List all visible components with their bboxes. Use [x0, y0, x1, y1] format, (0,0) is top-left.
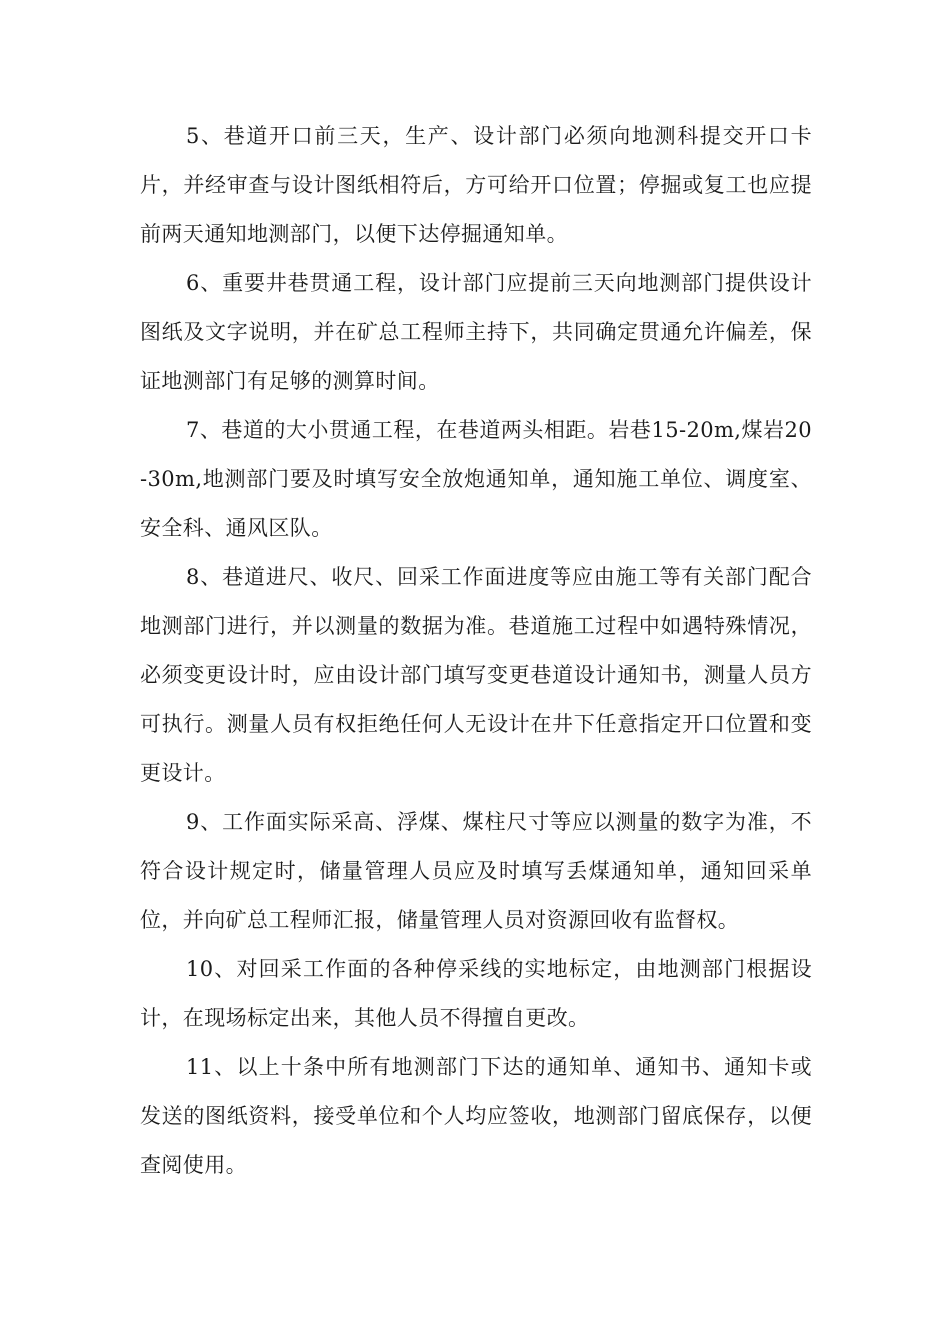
paragraph-5: 5、巷道开口前三天，生产、设计部门必须向地测科提交开口卡片，并经审查与设计图纸相符后，方可给开口位置；停掘或复工也应提前两天通知地测部门，以便下达停掘通知单。 [140, 124, 812, 246]
paragraph-6: 6、重要井巷贯通工程，设计部门应提前三天向地测部门提供设计图纸及文字说明，并在矿总工程师主持下，共同确定贯通允许偏差，保证地测部门有足够的测算时间。 [140, 271, 812, 393]
paragraph-11: 11、以上十条中所有地测部门下达的通知单、通知书、通知卡或发送的图纸资料，接受单位和个人均应签收，地测部门留底保存，以便查阅使用。 [140, 1055, 812, 1177]
paragraph-7: 7、巷道的大小贯通工程，在巷道两头相距。岩巷15-20m,煤岩20-30m,地测部门要及时填写安全放炮通知单，通知施工单位、调度室、安全科、通风区队。 [140, 418, 812, 540]
paragraph-8: 8、巷道进尺、收尺、回采工作面进度等应由施工等有关部门配合地测部门进行，并以测量的数据为准。巷道施工过程中如遇特殊情况，必须变更设计时，应由设计部门填写变更巷道设计通知书，测量人员方可执行。测量人员有权拒绝任何人无设计在井下任意指定开口位置和变更设计。 [140, 565, 812, 785]
document-body [140, 112, 812, 1190]
paragraph-10: 10、对回采工作面的各种停采线的实地标定，由地测部门根据设计，在现场标定出来，其他人员不得擅自更改。 [140, 957, 812, 1030]
paragraph-9: 9、工作面实际采高、浮煤、煤柱尺寸等应以测量的数字为准，不符合设计规定时，储量管理人员应及时填写丢煤通知单，通知回采单位，并向矿总工程师汇报，储量管理人员对资源回收有监督权。 [140, 810, 812, 932]
